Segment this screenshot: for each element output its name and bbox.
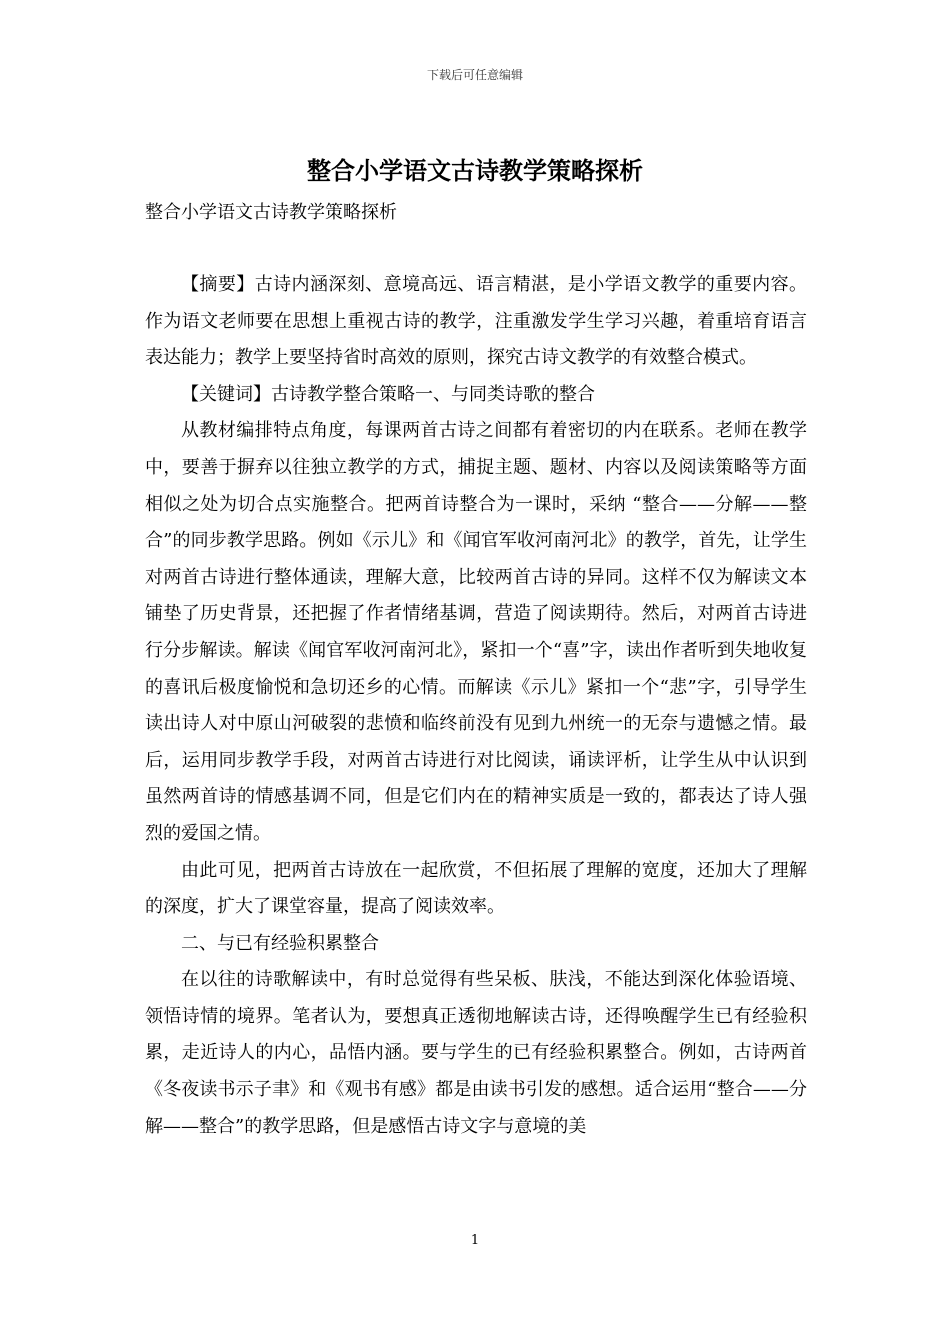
body-paragraph: 由此可见，把两首古诗放在一起欣赏，不但拓展了理解的宽度，还加大了理解的深度，扩大了课堂容量，提高了阅读效率。 xyxy=(145,859,807,918)
document-title: 整合小学语文古诗教学策略探析 xyxy=(307,156,643,185)
page-number: 1 xyxy=(470,1233,480,1248)
page-header-note: 下载后可任意编辑 xyxy=(426,68,523,82)
body-paragraph: 在以往的诗歌解读中，有时总觉得有些呆板、肤浅，不能达到深化体验语境、领悟诗情的境界。笔者认为，要想真正透彻地解读古诗，还得唤醒学生已有经验积累，走近诗人的内心，品悟内涵。要与学生的已有经验积累整合。例如，古诗两首《冬夜读书示子聿》和《观书有感》都是由读书引发的感想。适合运用“整合——分解——整合”的教学思路，但是感悟古诗文字与意境的美 xyxy=(145,969,807,1137)
keywords-paragraph: 【关键词】古诗教学整合策略一、与同类诗歌的整合 xyxy=(181,383,595,405)
section-heading: 二、与已有经验积累整合 xyxy=(181,932,379,954)
document-body xyxy=(145,267,807,1145)
body-paragraph: 从教材编排特点角度，每课两首古诗之间都有着密切的内在联系。老师在教学中，要善于摒弃以往独立教学的方式，捕捉主题、题材、内容以及阅读策略等方面相似之处为切合点实施整合。把两首诗整合为一课时，采纳 “整合——分解——整合”的同步教学思路。例如《示儿》和《闻官军收河南河北》的教学，首先，让学生对两首古诗进行整体通读，理解大意，比较两首古诗的异同。这样不仅为解读文本铺垫了历史背景，还把握了作者情绪基调，营造了阅读期待。然后，对两首古诗进行分步解读。解读《闻官军收河南河北》，紧扣一个“喜”字，读出作者听到失地收复的喜讯后极度愉悦和急切还乡的心情。而解读《示儿》紧扣一个“悲”字，引导学生读出诗人对中原山河破裂的悲愤和临终前没有见到九州统一的无奈与遗憾之情。最后，运用同步教学手段，对两首古诗进行对比阅读，诵读评析，让学生从中认识到虽然两首诗的情感基调不同，但是它们内在的精神实质是一致的，都表达了诗人强烈的爱国之情。 xyxy=(145,420,807,844)
abstract-paragraph: 【摘要】古诗内涵深刻、意境高远、语言精湛，是小学语文教学的重要内容。作为语文老师要在思想上重视古诗的教学，注重激发学生学习兴趣，着重培育语言表达能力；教学上要坚持省时高效的原则，探究古诗文教学的有效整合模式。 xyxy=(145,274,807,369)
document-subtitle: 整合小学语文古诗教学策略探析 xyxy=(145,202,397,223)
